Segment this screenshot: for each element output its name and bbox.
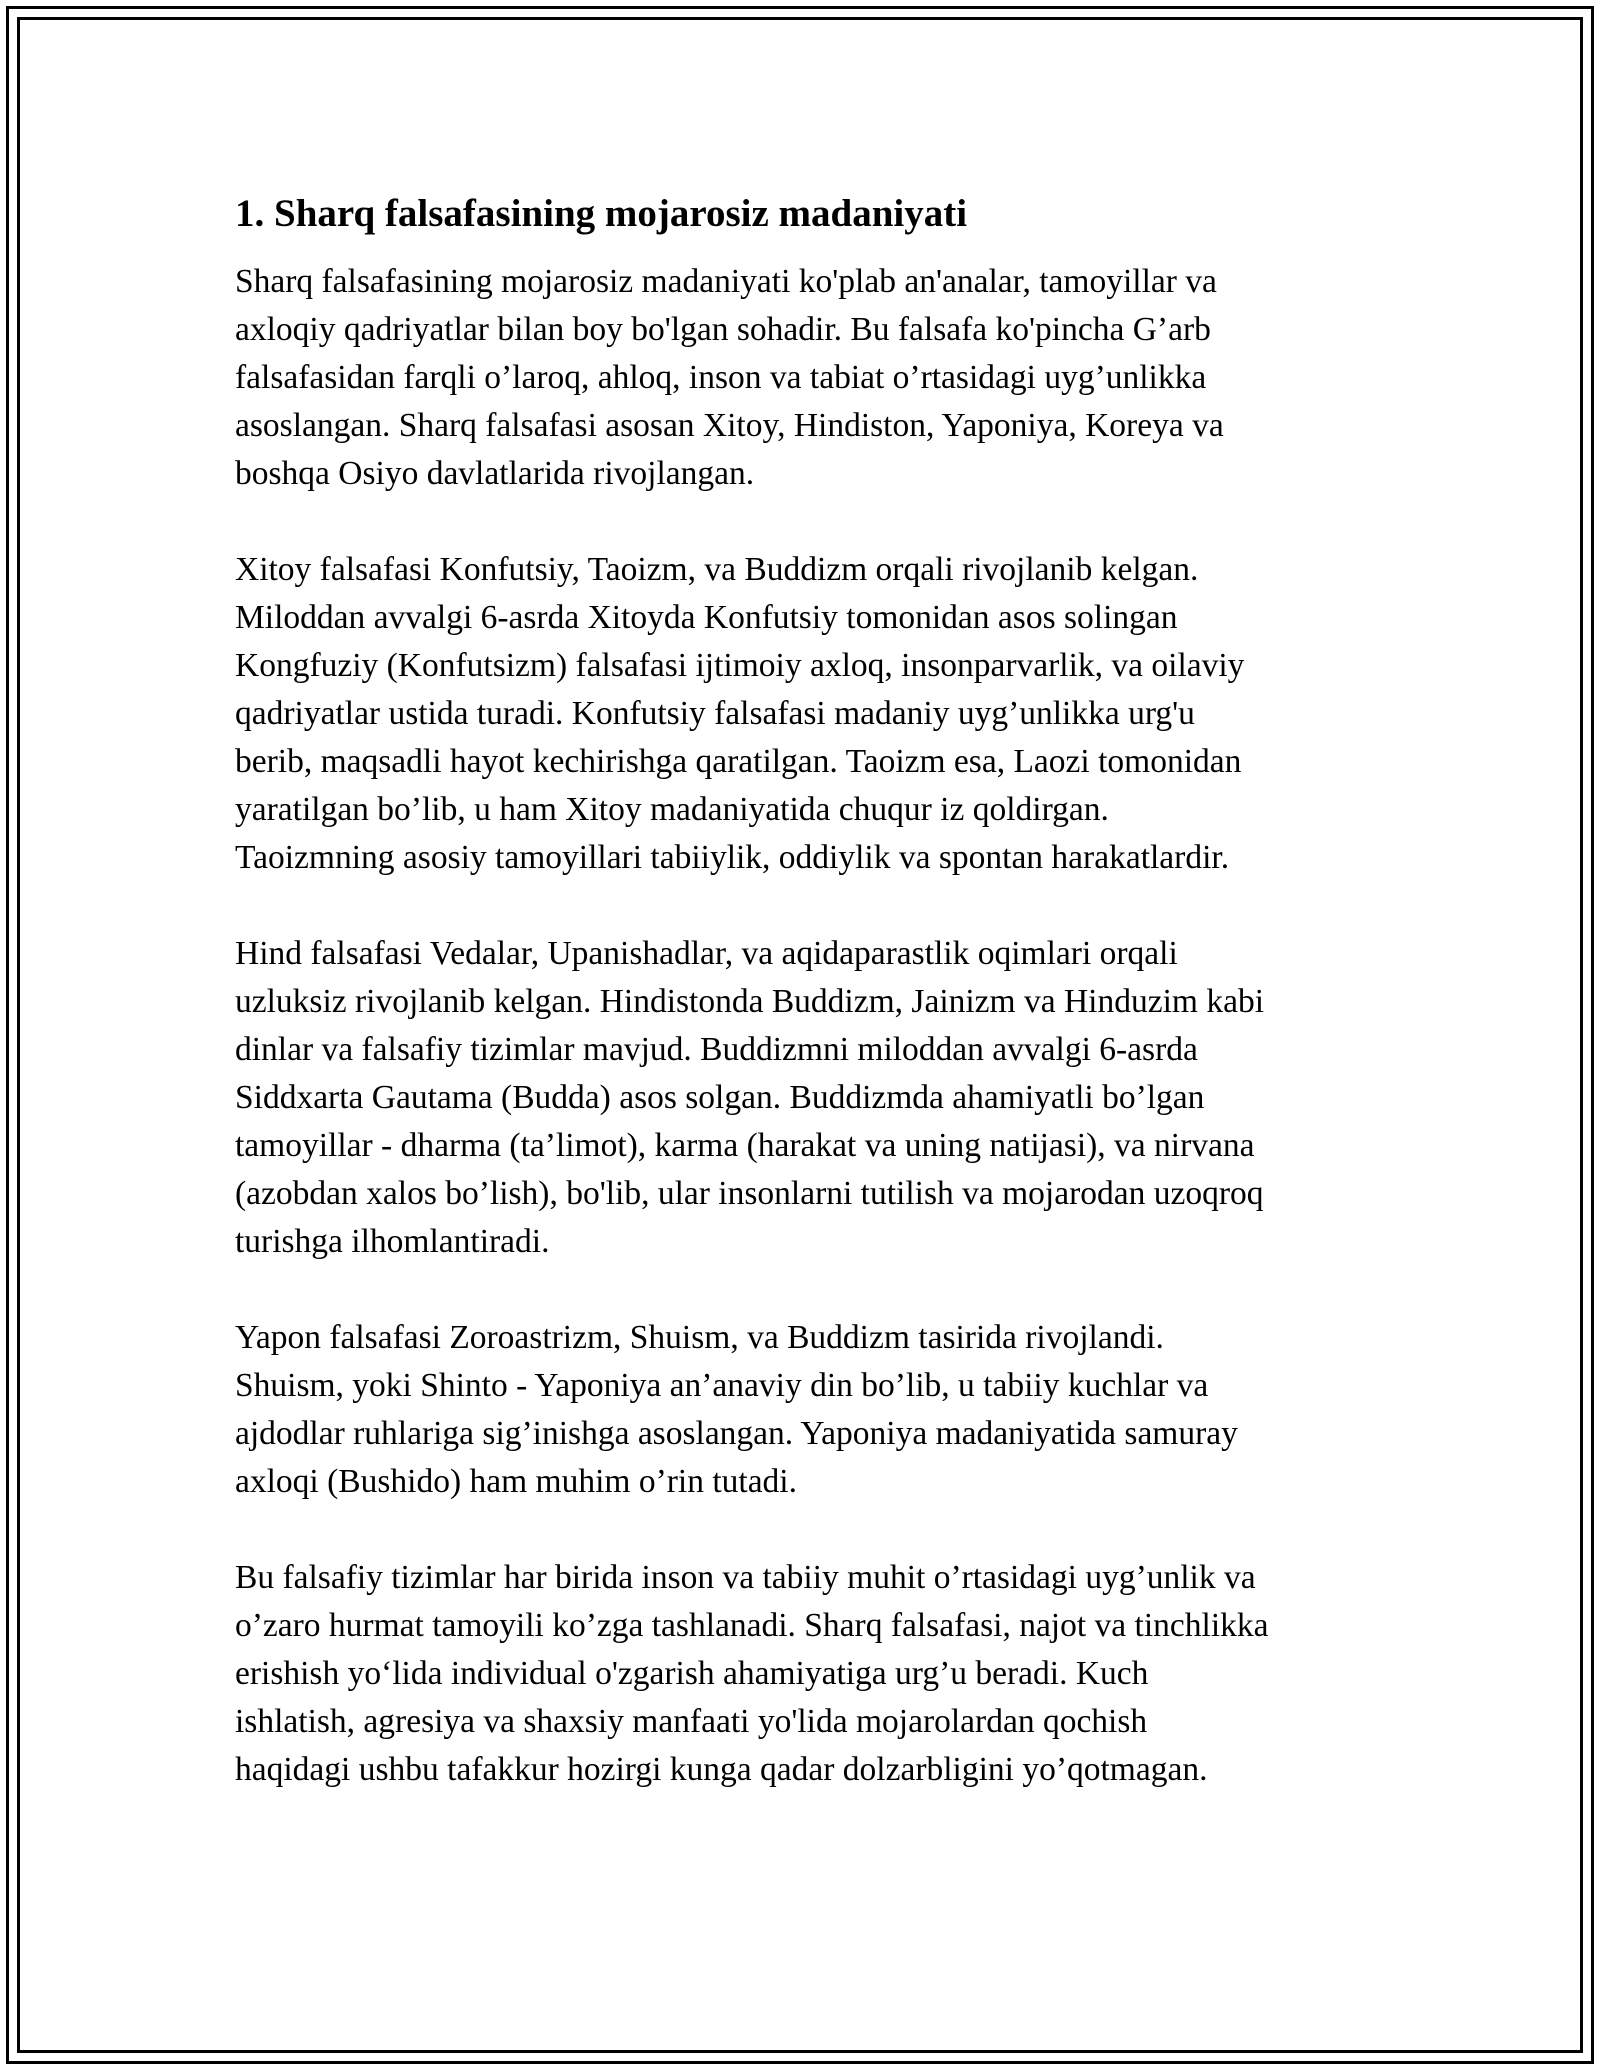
document-body — [235, 190, 1385, 1794]
paragraph-indian-philosophy: Hind falsafasi Vedalar, Upanishadlar, va aqidaparastlik oqimlari orqali uzluksiz rivojlanib kelgan. Hindistonda Buddizm, Jainizm va Hinduzim kabi dinlar va falsafiy tizimlar mavjud. Buddizmni miloddan avvalgi 6-asrda Siddxarta Gautama (Budda) asos solgan. Buddizmda ahamiyatli bo’lgan tamoyillar - dharma (ta’limot), karma (harakat va uning natijasi), va nirvana (azobdan xalos bo’lish), bo'lib, ular insonlarni tutilish va mojarodan uzoqroq turishga ilhomlantiradi. — [235, 935, 1265, 1260]
paragraph-chinese-philosophy: Xitoy falsafasi Konfutsiy, Taoizm, va Buddizm orqali rivojlanib kelgan. Miloddan avvalgi 6-asrda Xitoyda Konfutsiy tomonidan asos solingan Kongfuziy (Konfutsizm) falsafasi ijtimoiy axloq, insonparvarlik, va oilaviy qadriyatlar ustida turadi. Konfutsiy falsafasi madaniy uyg’unlikka urg'u berib, maqsadli hayot kechirishga qaratilgan. Taoizm esa, Laozi tomonidan yaratilgan bo’lib, u ham Xitoy madaniyatida chuqur iz qoldirgan. Taoizmning asosiy tamoyillari tabiiylik, oddiylik va spontan harakatlardir. — [235, 551, 1245, 876]
paragraph-conclusion: Bu falsafiy tizimlar har birida inson va tabiiy muhit o’rtasidagi uyg’unlik va o’zaro hurmat tamoyili ko’zga tashlanadi. Sharq falsafasi, najot va tinchlikka erishish yo‘lida individual o'zgarish ahamiyatiga urg’u beradi. Kuch ishlatish, agresiya va shaxsiy manfaati yo'lida mojarolardan qochish haqidagi ushbu tafakkur hozirgi kunga qadar dolzarbligini yo’qotmagan. — [235, 1559, 1269, 1788]
paragraph-japanese-philosophy: Yapon falsafasi Zoroastrizm, Shuism, va Buddizm tasirida rivojlandi. Shuism, yoki Shinto - Yaponiya an’anaviy din bo’lib, u tabiiy kuchlar va ajdodlar ruhlariga sig’inishga asoslangan. Yaponiya madaniyatida samuray axloqi (Bushido) ham muhim o’rin tutadi. — [235, 1319, 1238, 1500]
section-heading: 1. Sharq falsafasining mojarosiz madaniyati — [235, 192, 968, 235]
paragraph-intro: Sharq falsafasining mojarosiz madaniyati ko'plab an'analar, tamoyillar va axloqiy qadriyatlar bilan boy bo'lgan sohadir. Bu falsafa ko'pincha G’arb falsafasidan farqli o’laroq, ahloq, inson va tabiat o’rtasidagi uyg’unlikka asoslangan. Sharq falsafasi asosan Xitoy, Hindiston, Yaponiya, Koreya va boshqa Osiyo davlatlarida rivojlangan. — [235, 263, 1224, 492]
